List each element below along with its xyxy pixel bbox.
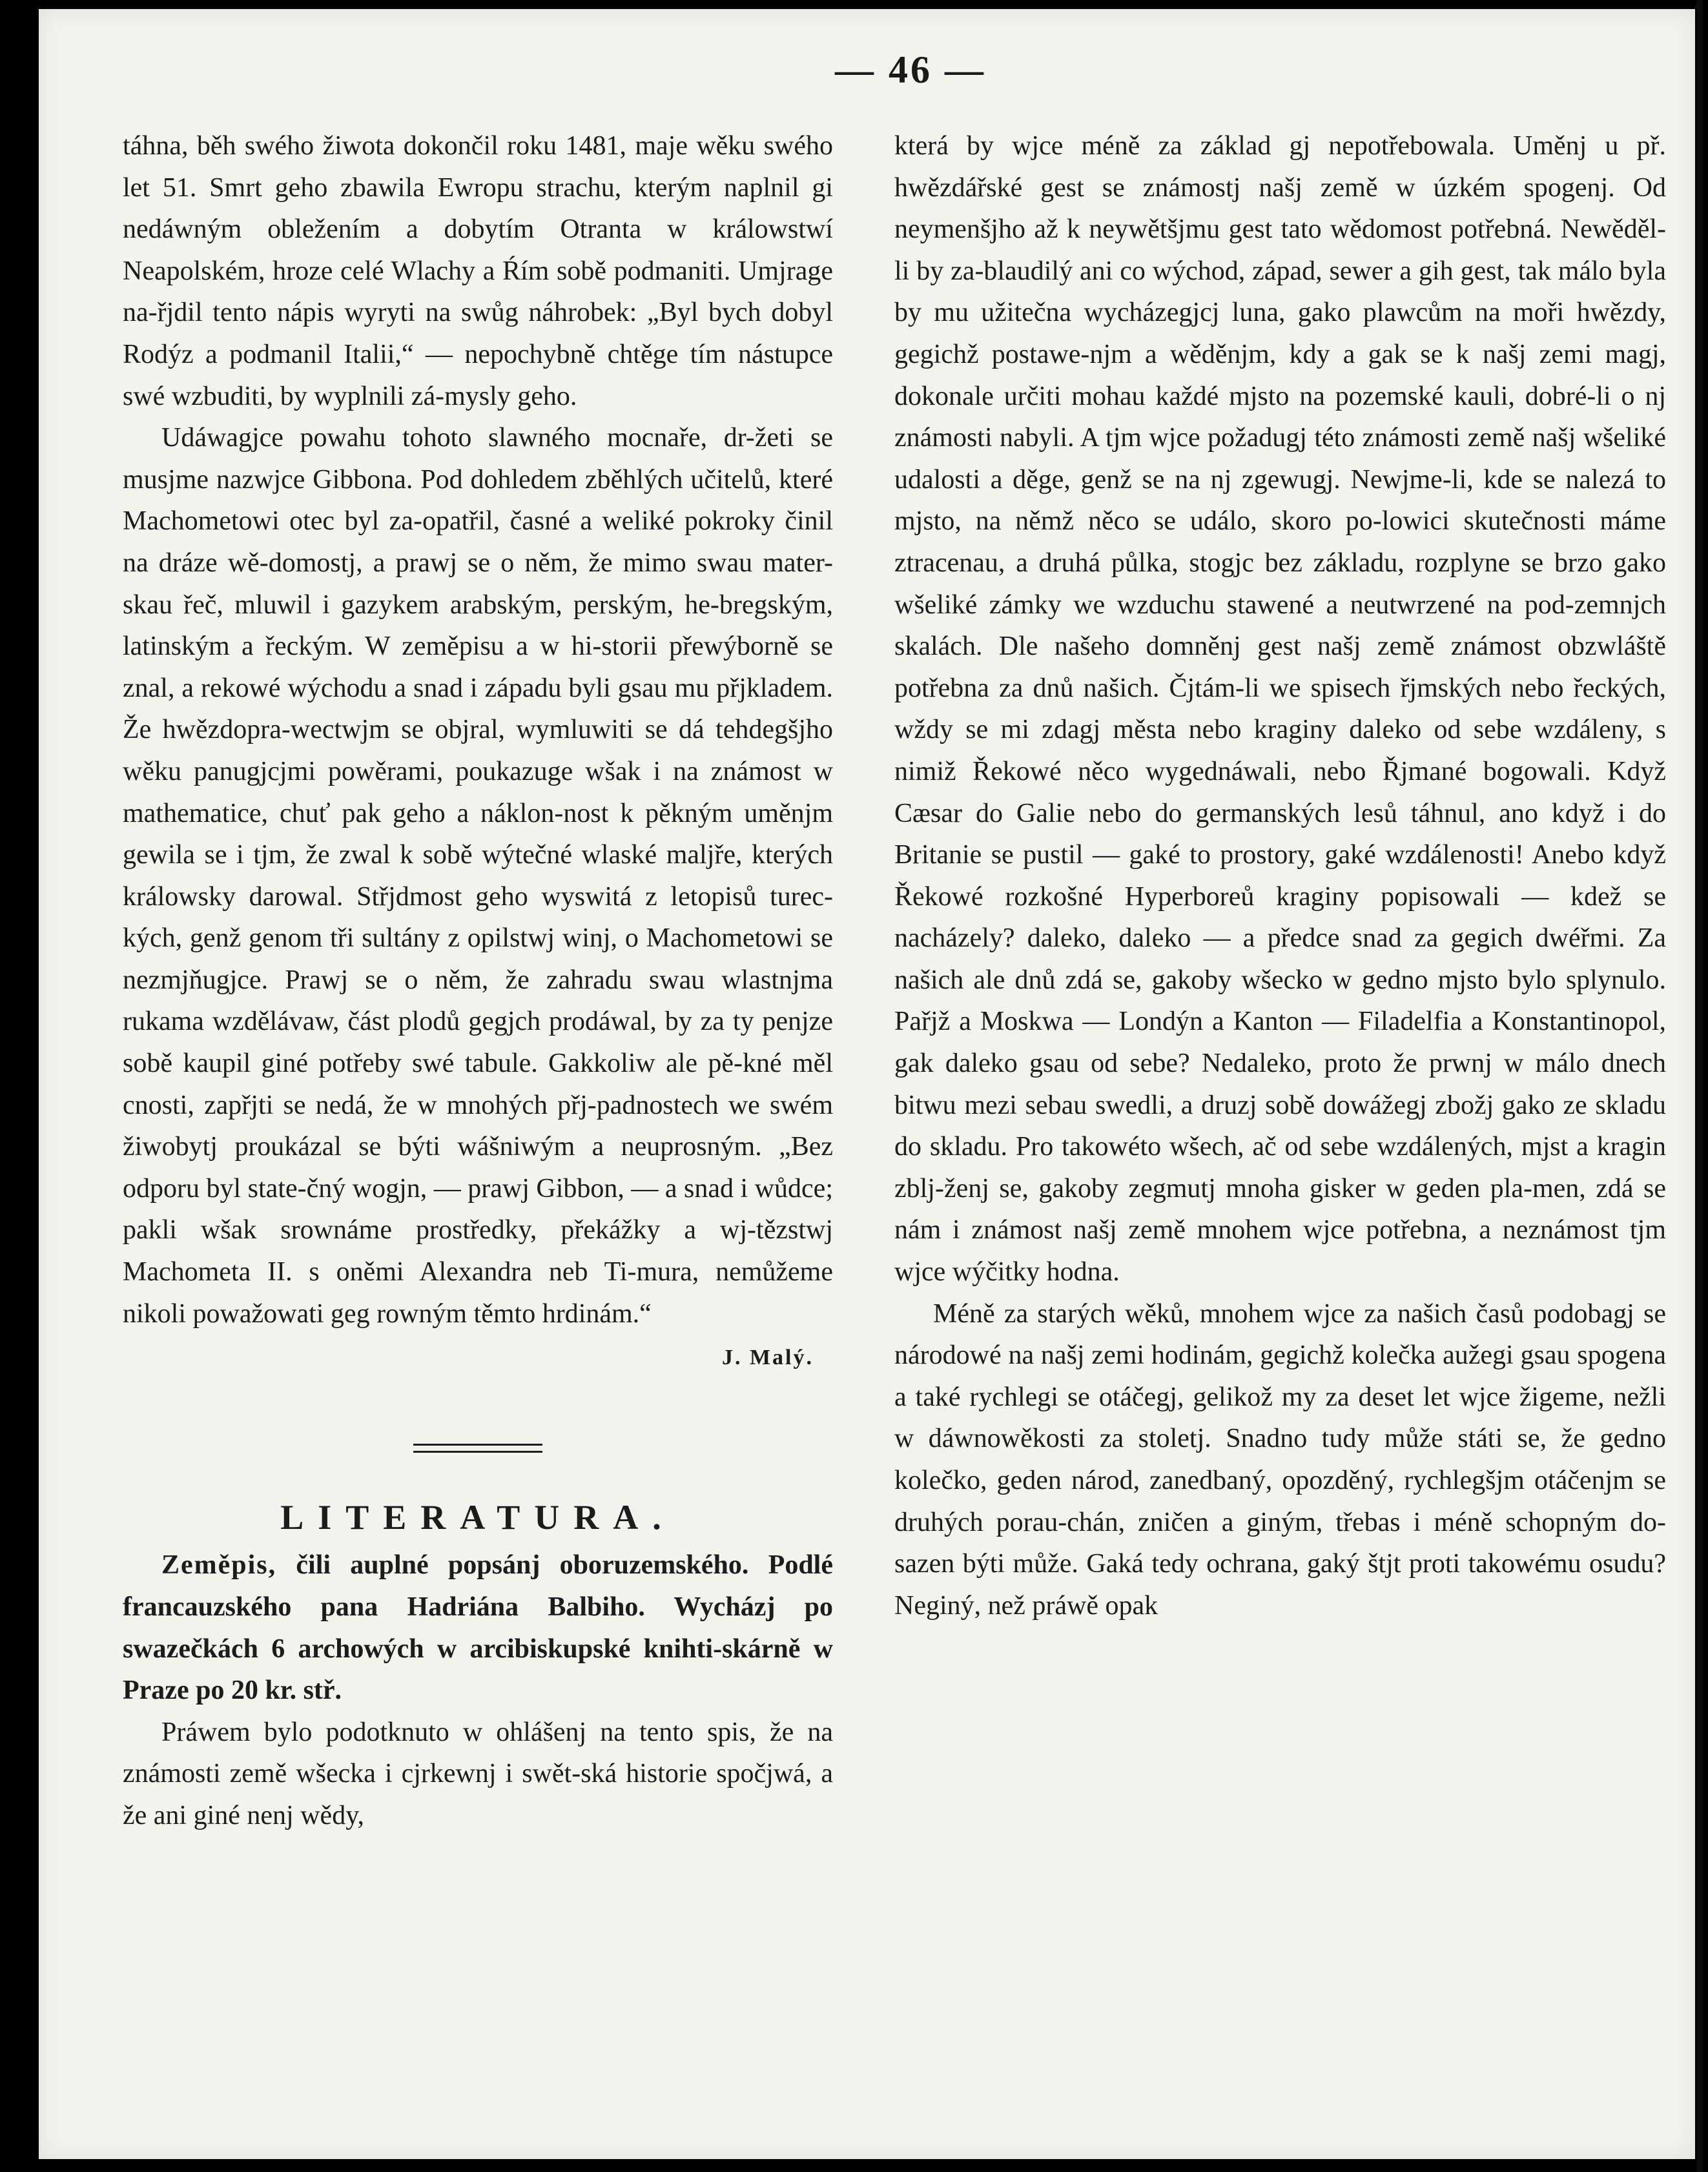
- scan-edge-bar: [1696, 0, 1703, 2172]
- left-column: [123, 125, 833, 1837]
- book-title: Zeměpis,: [161, 1550, 277, 1581]
- section-heading-literatura: LITERATURA.: [280, 1497, 675, 1537]
- paragraph-geography-importance: která by wjce méně za základ gj nepotřebowala. Uměnj u př. hwězdářské gest se známostj našj země w úzkém spogenj. Od neymenšjho až k neywětšjmu gest tato wědomost potřebná. Newěděl-li by za-blaudilý ani co wýchod, západ, sewer a gih gest, tak málo byla by mu užitečna wycházegjcj luna, gako plawcům na moři hwězdy, gegichž postawe-njm a wěděnjm, kdy a gak se k našj zemi magj, dokonale určiti mohau každé mjsto na pozemské kauli, dobré-li o nj známosti nabyli. A tjm wjce požadugj této známosti země našj wšeliké udalosti a děge, genž se na nj zgewugj. Newjme-li, kde se nalezá to mjsto, na němž něco se událo, skoro po-lowici skutečnosti máme ztracenau, a druhá půlka, stogjc bez základu, rozplyne se brzo gako wšeliké zámky we wzduchu stawené a neutwrzené na pod-zemnjch skalách. Dle našeho domněnj gest našj země známost obzwláště potřebna za dnů našich. Čjtám-li we spisech řjmských nebo řeckých, wždy se mi zdagj města nebo kraginy daleko od sebe wzdáleny, s nimiž Řekowé něco wygednáwali, nebo Řjmané bogowali. Když Cæsar do Galie nebo do germanských lesů táhnul, ano když i do Britanie se pustil — gaké to prostory, gaké wzdálenosti! Anebo když Řekowé rozkošné Hyperboreů kraginy popisowali — kdež se nacházely? daleko, daleko — a předce snad za gegich dwéřmi. Za našich ale dnů zdá se, gakoby wšecko w gedno mjsto bylo splynulo. Pařjž a Moskwa — Londýn a Kanton — Filadelfia a Konstantinopol, gak daleko gsau od sebe? Nedaleko, proto že prwnj w málo dnech bitwu mezi sebau swedli, a druzj sobě dowážegj zbožj gako ze skladu do skladu. Pro takowéto wšech, ač od sebe wzdálených, mjst a kragin zblj-ženj se, gakoby zegmutj mnoha gisker w geden pla-men, zdá se nám i známost našj země mnohem wjce potřebna, a neznámost tjm wjce wýčitky hodna.: [894, 131, 1666, 1287]
- paragraph-review-start: Práwem bylo podotknuto w ohlášenj na tento spis, že na známosti země wšecka i cjrkewnj i swět-ská historie spočjwá, a že ani giné nenj wědy,: [123, 1717, 833, 1830]
- paragraph-mohammed-death: táhna, běh swého žiwota dokončil roku 1481, maje wěku swého let 51. Smrt geho zbawila Ewropu strachu, kterým naplnil gi nedáwným obležením a dobytím Otranta w králowstwí Neapolském, hroze celé Wlachy a Ŕím sobě podmaniti. Umjrage na-řjdil tento nápis wyryti na swůg náhrobek: „Byl bych dobyl Rodýz a podmanil Italii,“ — nepochybně chtěge tím nástupce swé wzbuditi, by wyplnili zá-mysly geho.: [123, 131, 833, 411]
- page-number: — 46 —: [835, 48, 986, 91]
- paragraph-gibbon-description: Udáwagjce powahu tohoto slawného mocnaře, dr-žeti se musjme nazwjce Gibbona. Pod dohledem zběhlých učitelů, které Machometowi otec byl za-opatřil, časné a weliké pokroky činil na dráze wě-domostj, a prawj se o něm, že mimo swau mater-skau řeč, mluwil i gazykem arabským, perským, he-bregským, latinským a řeckým. W zeměpisu a w hi-storii přewýborně se znal, a rekowé wýchodu a snad i západu byli gsau mu přjkladem. Že hwězdopra-wectwjm se objral, wymluwiti se dá tehdegšjho wěku panugjcjmi powěrami, poukazuge wšak i na známost w mathematice, chuť pak geho a náklon-nost k pěkným uměnjm gewila se i tjm, že zwal k sobě wýtečné wlaské maljře, kterých králowsky darowal. Střjdmost geho wyswitá z letopisů turec-kých, genž genom tři sultány z opilstwj winj, o Machometowi se nezmjňugjce. Prawj se o něm, že zahradu swau wlastnjma rukama wzdělávaw, část plodů gegjch prodáwal, by za ty penjze sobě kaupil giné potřeby swé tabule. Gakkoliw ale pě-kné měl cnosti, zapřjti se nedá, že w mnohých přj-padnostech we swém žiwobytj proukázal se býti wášniwým a neuprosným. „Bez odporu byl state-čný wogjn, — prawj Gibbon, — a snad i wůdce; pakli wšak srownáme prostředky, překážky a wj-tězstwj Machometa II. s oněmi Alexandra neb Ti-mura, nemůžeme nikoli powažowati geg rowným těmto hrdinám.“: [123, 423, 833, 1329]
- section-divider: [413, 1444, 542, 1453]
- book-entry: [123, 1544, 833, 1711]
- book-entry-text: čili auplné popsánj oboruzemského. Podlé francauzského pana Hadriána Balbiho. Wycházj po swazečkách 6 archowých w arcibiskupské knihti-skárně w Praze po 20 kr. stř.: [123, 1550, 833, 1706]
- paragraph-nations-clocks: Méně za starých wěků, mnohem wjce za našich časů podobagj se národowé na našj zemi hodinám, gegichž kolečka aužegi gsau spogena a také rychlegi se otáčegj, gelikož my za deset let wjce žigeme, nežli w dáwnowěkosti za stoletj. Snadno tudy může státi se, že gedno kolečko, geden národ, zanedbaný, opozděný, rychlegšjm otáčenjm se druhých porau-chán, zničen a giným, třebas i méně schopným do-sazen býti může. Gaká tedy ochrana, gaký štjt proti takowému osudu? Neginý, než práwě opak: [894, 1298, 1666, 1621]
- author-signature: J. Malý.: [721, 1346, 814, 1370]
- document-page: [39, 9, 1695, 2159]
- right-column: [894, 125, 1666, 1626]
